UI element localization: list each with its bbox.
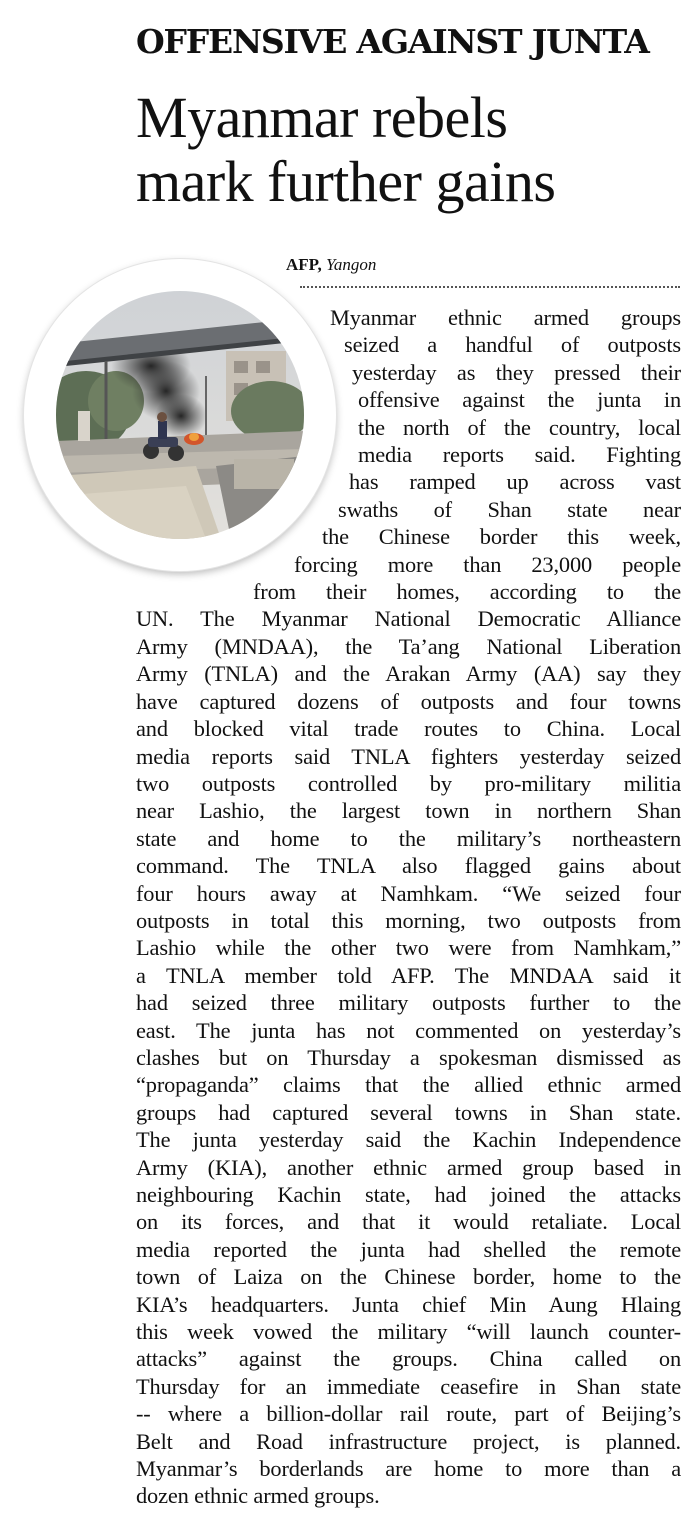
body-line: this week vowed the military “will launch counter- — [136, 1319, 681, 1345]
body-line: forcing more than 23,000 people — [294, 551, 681, 577]
body-line: media reports said TNLA fighters yesterday seized — [136, 743, 681, 769]
byline-agency: AFP, — [286, 255, 322, 274]
body-line: dozen ethnic armed groups. — [136, 1483, 380, 1509]
body-line: swaths of Shan state near — [338, 496, 681, 522]
body-line: the north of the country, local — [358, 414, 681, 440]
byline — [286, 255, 376, 275]
body-line: Belt and Road infrastructure project, is planned. — [136, 1428, 681, 1454]
article-body — [136, 304, 681, 1510]
body-line: state and home to the military’s northeastern — [136, 825, 681, 851]
body-line: on its forces, and that it would retaliate. Local — [136, 1209, 681, 1235]
body-line: command. The TNLA also flagged gains about — [136, 853, 681, 879]
body-line: outposts in total this morning, two outposts from — [136, 907, 681, 933]
body-line: Army (KIA), another ethnic armed group based in — [136, 1154, 681, 1180]
kicker: OFFENSIVE AGAINST JUNTA — [136, 22, 649, 61]
body-line: has ramped up across vast — [349, 469, 681, 495]
body-line: have captured dozens of outposts and four towns — [136, 688, 681, 714]
body-line: near Lashio, the largest town in northern Shan — [136, 798, 681, 824]
body-line: media reported the junta had shelled the remote — [136, 1236, 681, 1262]
body-line: KIA’s headquarters. Junta chief Min Aung Hlaing — [136, 1291, 681, 1317]
body-line: UN. The Myanmar National Democratic Alliance — [136, 606, 681, 632]
body-line: from their homes, according to the — [253, 579, 681, 605]
body-line: Lashio while the other two were from Namhkam,” — [136, 935, 681, 961]
body-line: a TNLA member told AFP. The MNDAA said it — [136, 962, 681, 988]
body-line: two outposts controlled by pro-military militia — [136, 770, 681, 796]
body-line: groups had captured several towns in Shan state. — [136, 1099, 681, 1125]
body-line: Myanmar’s borderlands are home to more than a — [136, 1456, 681, 1482]
headline-line-2: mark further gains — [136, 149, 556, 214]
body-line: neighbouring Kachin state, had joined the attacks — [136, 1182, 681, 1207]
body-line: the Chinese border this week, — [322, 524, 681, 550]
body-line: east. The junta has not commented on yesterday’s — [136, 1017, 681, 1043]
body-line: “propaganda” claims that the allied ethnic armed — [136, 1072, 681, 1098]
byline-place: Yangon — [326, 255, 377, 274]
body-line: media reports said. Fighting — [358, 442, 681, 468]
body-line: and blocked vital trade routes to China. Local — [136, 716, 681, 742]
headline — [136, 86, 686, 214]
body-line: Army (TNLA) and the Arakan Army (AA) say they — [136, 661, 681, 687]
body-line: Thursday for an immediate ceasefire in Shan state — [136, 1373, 681, 1399]
body-line: attacks” against the groups. China called on — [136, 1346, 681, 1372]
body-line: four hours away at Namhkam. “We seized four — [136, 880, 681, 906]
body-line: Myanmar ethnic armed groups — [330, 305, 681, 330]
headline-line-1: Myanmar rebels — [136, 85, 508, 150]
body-line: town of Laiza on the Chinese border, home to the — [136, 1264, 681, 1290]
body-line: had seized three military outposts further to the — [136, 990, 681, 1016]
dotted-rule — [300, 286, 680, 288]
body-line: seized a handful of outposts — [344, 332, 681, 358]
body-line: yesterday as they pressed their — [352, 359, 681, 385]
body-line: -- where a billion-dollar rail route, part of Beijing’s — [136, 1401, 681, 1427]
body-line: clashes but on Thursday a spokesman dismissed as — [136, 1044, 681, 1070]
body-line: Army (MNDAA), the Ta’ang National Liberation — [136, 633, 681, 659]
body-line: offensive against the junta in — [358, 387, 681, 413]
body-line: The junta yesterday said the Kachin Independence — [136, 1127, 681, 1153]
